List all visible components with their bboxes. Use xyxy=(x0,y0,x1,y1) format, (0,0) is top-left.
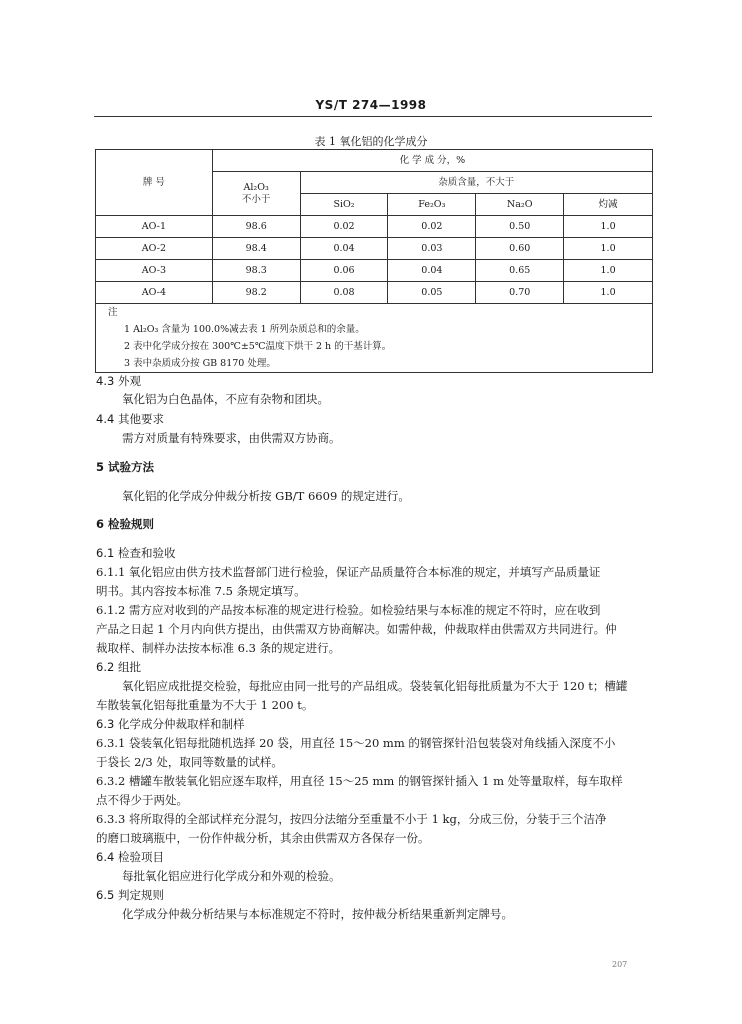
sio2-cell: 0.08 xyxy=(300,282,388,304)
section-6-5-heading: 6.5 判定规则 xyxy=(96,888,164,902)
header-rule xyxy=(94,116,652,117)
paragraph: 于袋长 2/3 处，取同等数量的试样。 xyxy=(96,755,283,769)
loss-cell: 1.0 xyxy=(564,260,653,282)
al2o3-cell: 98.6 xyxy=(212,216,300,238)
grade-cell: AO-2 xyxy=(96,238,213,260)
section-6-4-heading: 6.4 检验项目 xyxy=(96,850,164,864)
section-6-heading: 6 检验规则 xyxy=(96,517,155,531)
loss-cell: 1.0 xyxy=(564,216,653,238)
col-header-na2o: Na₂O xyxy=(476,194,564,216)
grade-cell: AO-1 xyxy=(96,216,213,238)
sio2-cell: 0.04 xyxy=(300,238,388,260)
al2o3-cell: 98.2 xyxy=(212,282,300,304)
na2o-cell: 0.70 xyxy=(476,282,564,304)
col-header-fe2o3: Fe₂O₃ xyxy=(388,194,476,216)
section-4-4-heading: 4.4 其他要求 xyxy=(96,412,164,426)
paragraph: 每批氧化铝应进行化学成分和外观的检验。 xyxy=(122,869,341,883)
paragraph: 6.3.3 将所取得的全部试样充分混匀，按四分法缩分至重量不小于 1 kg，分成三份，分装于三个洁净 xyxy=(96,812,607,826)
standard-header: YS/T 274—1998 xyxy=(315,98,427,112)
section-6-3-heading: 6.3 化学成分仲裁取样和制样 xyxy=(96,717,245,731)
table-note: 2 表中化学成分按在 300℃±5℃温度下烘干 2 h 的干基计算。 xyxy=(96,338,653,355)
paragraph: 6.1.2 需方应对收到的产品按本标准的规定进行检验。如检验结果与本标准的规定不符时，应在收到 xyxy=(96,603,601,617)
paragraph: 的磨口玻璃瓶中，一份作仲裁分析，其余由供需双方各保存一份。 xyxy=(96,831,430,845)
paragraph: 6.1.1 氧化铝应由供方技术监督部门进行检验，保证产品质量符合本标准的规定，并填写产品质量证 xyxy=(96,565,601,579)
col-header-grade: 牌 号 xyxy=(96,150,213,216)
section-4-3-heading: 4.3 外观 xyxy=(96,374,141,388)
al2o3-min-label: 不小于 xyxy=(241,193,271,205)
paragraph: 裁取样、制样办法按本标准 6.3 条的规定进行。 xyxy=(96,641,341,655)
table-row xyxy=(96,238,653,260)
loss-cell: 1.0 xyxy=(564,238,653,260)
na2o-cell: 0.50 xyxy=(476,216,564,238)
col-header-al2o3 xyxy=(212,172,300,216)
table-row xyxy=(96,282,653,304)
al2o3-cell: 98.4 xyxy=(212,238,300,260)
section-5-heading: 5 试验方法 xyxy=(96,460,155,474)
paragraph: 产品之日起 1 个月内向供方提出，由供需双方协商解决。如需仲裁，仲裁取样由供需双方共同进行。仲 xyxy=(96,622,617,636)
table-caption: 表 1 氧化铝的化学成分 xyxy=(314,135,428,148)
al2o3-cell: 98.3 xyxy=(212,260,300,282)
section-6-2-heading: 6.2 组批 xyxy=(96,660,141,674)
chemical-composition-table xyxy=(95,149,653,373)
fe2o3-cell: 0.02 xyxy=(388,216,476,238)
table-row xyxy=(96,216,653,238)
al2o3-label: Al₂O₃ xyxy=(243,181,269,193)
table-note: 3 表中杂质成分按 GB 8170 处理。 xyxy=(96,355,653,373)
fe2o3-cell: 0.05 xyxy=(388,282,476,304)
grade-cell: AO-4 xyxy=(96,282,213,304)
paragraph: 化学成分仲裁分析结果与本标准规定不符时，按仲裁分析结果重新判定牌号。 xyxy=(122,907,513,921)
paragraph: 氧化铝应成批提交检验，每批应由同一批号的产品组成。袋装氧化铝每批质量为不大于 120 t；槽罐 xyxy=(122,679,628,693)
col-header-chem: 化 学 成 分，% xyxy=(212,150,652,172)
paragraph: 氧化铝的化学成分仲裁分析按 GB/T 6609 的规定进行。 xyxy=(122,489,410,503)
paragraph: 车散装氧化铝每批重量为不大于 1 200 t。 xyxy=(96,698,314,712)
col-header-sio2: SiO₂ xyxy=(300,194,388,216)
section-6-1-heading: 6.1 检查和验收 xyxy=(96,546,176,560)
paragraph: 6.3.1 袋装氧化铝每批随机选择 20 袋，用直径 15～20 mm 的钢管探针沿包装袋对角线插入深度不小 xyxy=(96,736,616,750)
col-header-impurity: 杂质含量，不大于 xyxy=(300,172,652,194)
paragraph: 需方对质量有特殊要求，由供需双方协商。 xyxy=(122,431,341,445)
table-note-heading: 注 xyxy=(96,304,653,322)
loss-cell: 1.0 xyxy=(564,282,653,304)
paragraph: 明书。其内容按本标准 7.5 条规定填写。 xyxy=(96,584,306,598)
paragraph: 氧化铝为白色晶体，不应有杂物和团块。 xyxy=(122,392,329,406)
na2o-cell: 0.60 xyxy=(476,238,564,260)
table-row xyxy=(96,260,653,282)
fe2o3-cell: 0.04 xyxy=(388,260,476,282)
sio2-cell: 0.02 xyxy=(300,216,388,238)
sio2-cell: 0.06 xyxy=(300,260,388,282)
grade-cell: AO-3 xyxy=(96,260,213,282)
paragraph: 点不得少于两处。 xyxy=(96,793,188,807)
page-number: 207 xyxy=(612,960,628,969)
col-header-loss: 灼减 xyxy=(564,194,653,216)
fe2o3-cell: 0.03 xyxy=(388,238,476,260)
paragraph: 6.3.2 槽罐车散装氧化铝应逐车取样，用直径 15～25 mm 的钢管探针插入 1 m 处等量取样，每车取样 xyxy=(96,774,623,788)
na2o-cell: 0.65 xyxy=(476,260,564,282)
table-note: 1 Al₂O₃ 含量为 100.0%减去表 1 所列杂质总和的余量。 xyxy=(96,321,653,338)
